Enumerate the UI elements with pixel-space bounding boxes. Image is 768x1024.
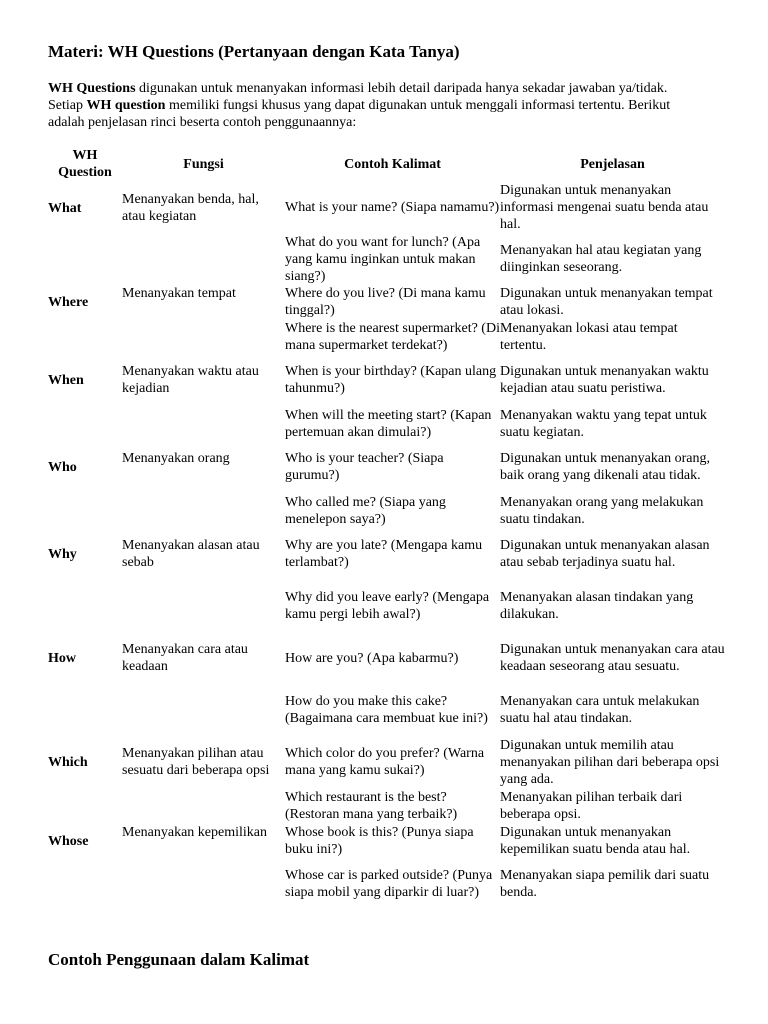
cell-wh-question: Who [48,460,77,475]
table-row [48,182,725,233]
cell-penjelasan: Menanyakan waktu yang tepat untuk suatu kegiatan. [500,407,707,440]
header-wh-question: WH Question [58,148,112,180]
cell-penjelasan: Menanyakan orang yang melakukan suatu tindakan. [500,494,704,527]
table-row [48,441,725,493]
cell-contoh-kalimat: Which color do you prefer? (Warna mana yang kamu sukai?) [285,746,485,778]
cell-contoh-kalimat: Whose book is this? (Punya siapa buku ini?) [285,824,474,857]
cell-penjelasan: Menanyakan hal atau kegiatan yang diinginkan seseorang. [500,243,702,275]
table-row [48,354,725,406]
cell-wh-question: Which [48,755,88,770]
cell-contoh-kalimat: Which restaurant is the best? (Restoran mana yang terbaik?) [285,789,458,822]
cell-penjelasan: Digunakan untuk menanyakan kepemilikan suatu benda atau hal. [500,824,691,857]
cell-penjelasan: Digunakan untuk menanyakan informasi mengenai suatu benda atau hal. [500,183,709,232]
cell-contoh-kalimat: Why are you late? (Mengapa kamu terlambat?) [285,538,483,570]
table-row [48,632,725,684]
cell-contoh-kalimat: When is your birthday? (Kapan ulang tahunmu?) [285,364,497,396]
cell-wh-question: What [48,200,82,216]
cell-fungsi: Menanyakan orang [122,451,230,466]
cell-contoh-kalimat: Who called me? (Siapa yang menelepon saya?) [285,494,446,527]
intro-bold-term-1: WH Questions [48,81,136,96]
wh-questions-table [48,146,725,910]
cell-contoh-kalimat: Where do you live? (Di mana kamu tinggal?) [285,286,486,318]
intro-paragraph [48,80,698,131]
cell-contoh-kalimat: Where is the nearest supermarket? (Di mana supermarket terdekat?) [285,320,500,353]
document-page [48,42,728,151]
cell-penjelasan: Digunakan untuk menanyakan waktu kejadian atau suatu peristiwa. [500,364,709,396]
cell-contoh-kalimat: How do you make this cake? (Bagaimana cara membuat kue ini?) [285,694,488,726]
cell-penjelasan: Digunakan untuk menanyakan alasan atau sebab terjadinya suatu hal. [500,538,710,570]
table-header-row [48,146,725,182]
cell-fungsi: Menanyakan alasan atau sebab [122,538,260,570]
cell-penjelasan: Menanyakan siapa pemilik dari suatu benda. [500,868,710,900]
cell-contoh-kalimat: When will the meeting start? (Kapan pertemuan akan dimulai?) [285,407,492,440]
table-row [48,528,725,580]
cell-wh-question: How [48,651,76,666]
cell-fungsi: Menanyakan benda, hal, atau kegiatan [122,191,259,224]
cell-penjelasan: Digunakan untuk menanyakan tempat atau lokasi. [500,286,713,318]
cell-contoh-kalimat: Who is your teacher? (Siapa gurumu?) [285,451,444,483]
cell-penjelasan: Menanyakan alasan tindakan yang dilakukan. [500,590,694,622]
cell-contoh-kalimat: Why did you leave early? (Mengapa kamu pergi lebih awal?) [285,590,490,622]
cell-penjelasan: Digunakan untuk menanyakan orang, baik orang yang dikenali atau tidak. [500,451,710,483]
header-penjelasan: Penjelasan [580,156,645,172]
cell-fungsi: Menanyakan waktu atau kejadian [122,364,259,396]
cell-wh-question: When [48,373,84,388]
section-heading: Contoh Penggunaan dalam Kalimat [48,950,310,969]
cell-fungsi: Menanyakan tempat [122,286,236,301]
table-row [48,736,725,788]
intro-text-1: digunakan untuk menanyakan informasi lebih detail daripada hanya sekadar jawaban ya/tidak. Setiap [48,81,668,113]
header-fungsi: Fungsi [183,156,224,172]
header-contoh-kalimat: Contoh Kalimat [344,156,441,172]
cell-penjelasan: Digunakan untuk menanyakan cara atau keadaan seseorang atau sesuatu. [500,642,725,674]
cell-contoh-kalimat: What is your name? (Siapa namamu?) [285,200,500,215]
cell-penjelasan: Digunakan untuk memilih atau menanyakan pilihan dari beberapa opsi yang ada. [500,737,720,787]
cell-penjelasan: Menanyakan cara untuk melakukan suatu hal atau tindakan. [500,694,700,726]
cell-contoh-kalimat: What do you want for lunch? (Apa yang kamu inginkan untuk makan siang?) [285,234,481,284]
table-row [48,823,725,858]
cell-fungsi: Menanyakan kepemilikan [122,824,268,840]
table-row [48,285,725,319]
table-body [48,182,725,910]
cell-wh-question: Why [48,547,77,562]
cell-contoh-kalimat: How are you? (Apa kabarmu?) [285,650,459,666]
cell-penjelasan: Menanyakan pilihan terbaik dari beberapa opsi. [500,789,683,822]
cell-wh-question: Where [48,295,89,310]
cell-penjelasan: Menanyakan lokasi atau tempat tertentu. [500,320,678,353]
cell-contoh-kalimat: Whose car is parked outside? (Punya siapa mobil yang diparkir di luar?) [285,868,493,900]
cell-wh-question: Whose [48,833,89,849]
document-title: Materi: WH Questions (Pertanyaan dengan Kata Tanya) [48,42,460,61]
cell-fungsi: Menanyakan pilihan atau sesuatu dari beberapa opsi [122,746,270,778]
intro-bold-term-2: WH question [86,98,166,113]
intro-text-2: memiliki fungsi khusus yang dapat digunakan untuk menggali informasi tertentu. Berikut adalah penjelasan rinci beserta contoh penggunaannya: [48,98,671,130]
cell-fungsi: Menanyakan cara atau keadaan [122,642,248,674]
